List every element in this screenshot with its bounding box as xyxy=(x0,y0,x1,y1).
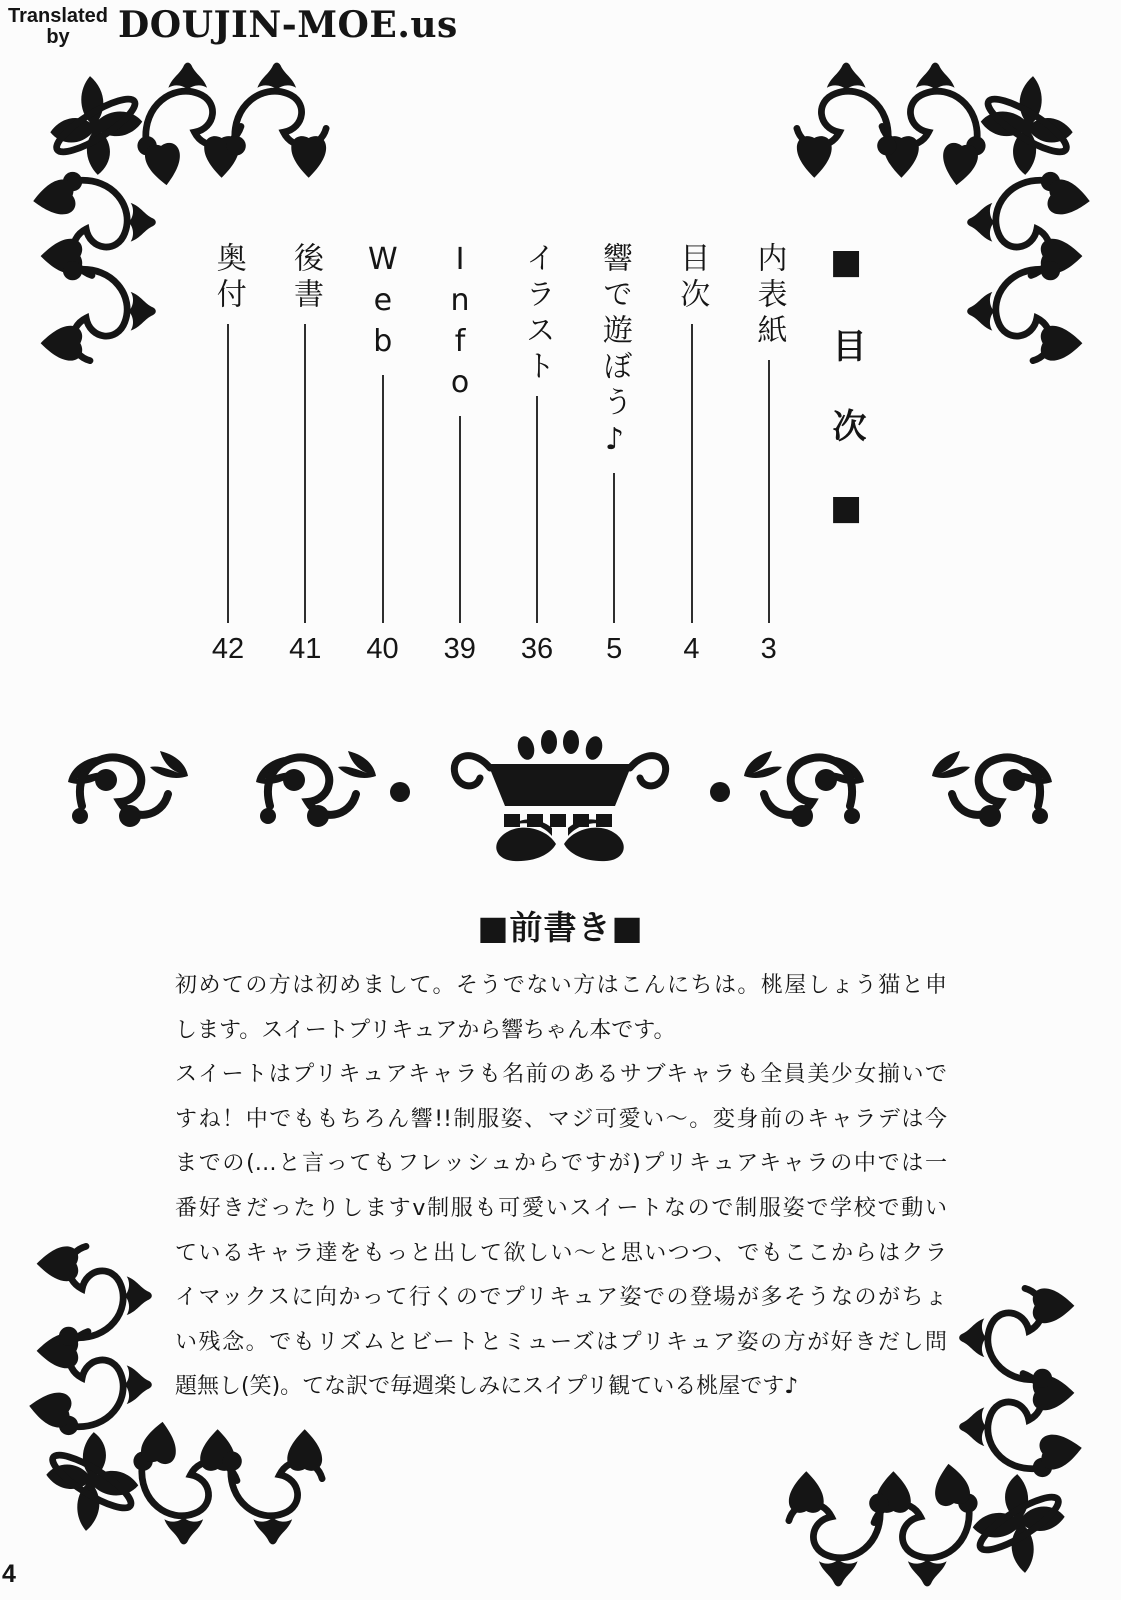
toc-entry xyxy=(269,242,341,666)
toc-leader-line xyxy=(304,324,306,623)
toc-entry xyxy=(578,242,650,666)
toc-entry xyxy=(424,242,496,666)
toc-entry-label: 目次 xyxy=(674,242,710,314)
toc-entry-page: 3 xyxy=(760,633,777,665)
toc-entry-page: 4 xyxy=(683,633,700,665)
page-number: 4 xyxy=(2,1560,16,1588)
translated-by-label: Translated by xyxy=(7,5,109,48)
toc-leader-line xyxy=(536,396,538,623)
preface-line: スイートはプリキュアキャラも名前のあるサブキャラも全員美少女揃いで xyxy=(175,1062,947,1088)
preface-line: までの(…と言ってもフレッシュからですが)プリキュアキャラの中では一 xyxy=(175,1151,947,1177)
translator-credit xyxy=(6,6,458,48)
toc-entry xyxy=(192,242,264,666)
table-of-contents xyxy=(192,242,882,666)
toc-entry-page: 36 xyxy=(520,633,554,665)
toc-entry xyxy=(347,242,419,666)
toc-leader-line xyxy=(613,473,615,623)
toc-entry-label: 奥付 xyxy=(210,242,246,314)
toc-entry-page: 42 xyxy=(211,633,245,665)
toc-leader-line xyxy=(382,375,384,623)
preface-line: イマックスに向かって行くのでプリキュア姿での登場が多そうなのがちょ xyxy=(175,1285,947,1311)
preface-line: 題無し(笑)。てな訳で毎週楽しみにスイプリ観ている桃屋です♪ xyxy=(175,1374,799,1400)
toc-entry xyxy=(501,242,573,666)
toc-entry-page: 5 xyxy=(606,633,623,665)
toc-entry-label: Web xyxy=(365,242,401,365)
preface-line: 初めての方は初めまして。そうでない方はこんにちは。桃屋しょう猫と申 xyxy=(175,973,947,998)
toc-title xyxy=(810,242,882,666)
toc-entry-label: イラスト xyxy=(519,242,555,386)
toc-entry xyxy=(733,242,805,666)
toc-entry-page: 40 xyxy=(366,633,399,665)
toc-title-text: ■目次■ xyxy=(826,242,866,574)
preface-text xyxy=(175,964,947,1410)
toc-entry-page: 39 xyxy=(443,633,476,665)
toc-leader-line xyxy=(768,360,770,623)
preface-line: ているキャラ達をもっと出して欲しい～と思いつつ、でもここからはクラ xyxy=(175,1240,947,1266)
preface-line: 番好きだったりしますv制服も可愛いスイートなので制服姿で学校で動い xyxy=(175,1195,947,1221)
toc-entry xyxy=(656,242,728,666)
toc-entry-label: 内表紙 xyxy=(751,242,787,350)
preface-line: い残念。でもリズムとビートとミューズはプリキュア姿の方が好きだし問 xyxy=(175,1329,947,1355)
toc-entry-label: Info xyxy=(442,242,478,406)
toc-entry-label: 響で遊ぼう♪ xyxy=(597,242,633,463)
toc-leader-line xyxy=(227,324,229,623)
preface-heading: ■前書き■ xyxy=(477,908,644,947)
doujin-moe-logo: DOUJIN-MOE.us xyxy=(118,4,458,46)
toc-entry-label: 後書 xyxy=(288,242,324,314)
floral-divider-ornament xyxy=(60,718,1060,868)
toc-leader-line xyxy=(459,416,461,623)
preface-line: します。スイートプリキュアから響ちゃん本です。 xyxy=(175,1017,676,1043)
toc-leader-line xyxy=(691,324,693,623)
preface-line: すね！中でももちろん響!!制服姿、マジ可愛い～。変身前のキャラデは今 xyxy=(175,1106,947,1132)
toc-entry-page: 41 xyxy=(289,633,322,665)
